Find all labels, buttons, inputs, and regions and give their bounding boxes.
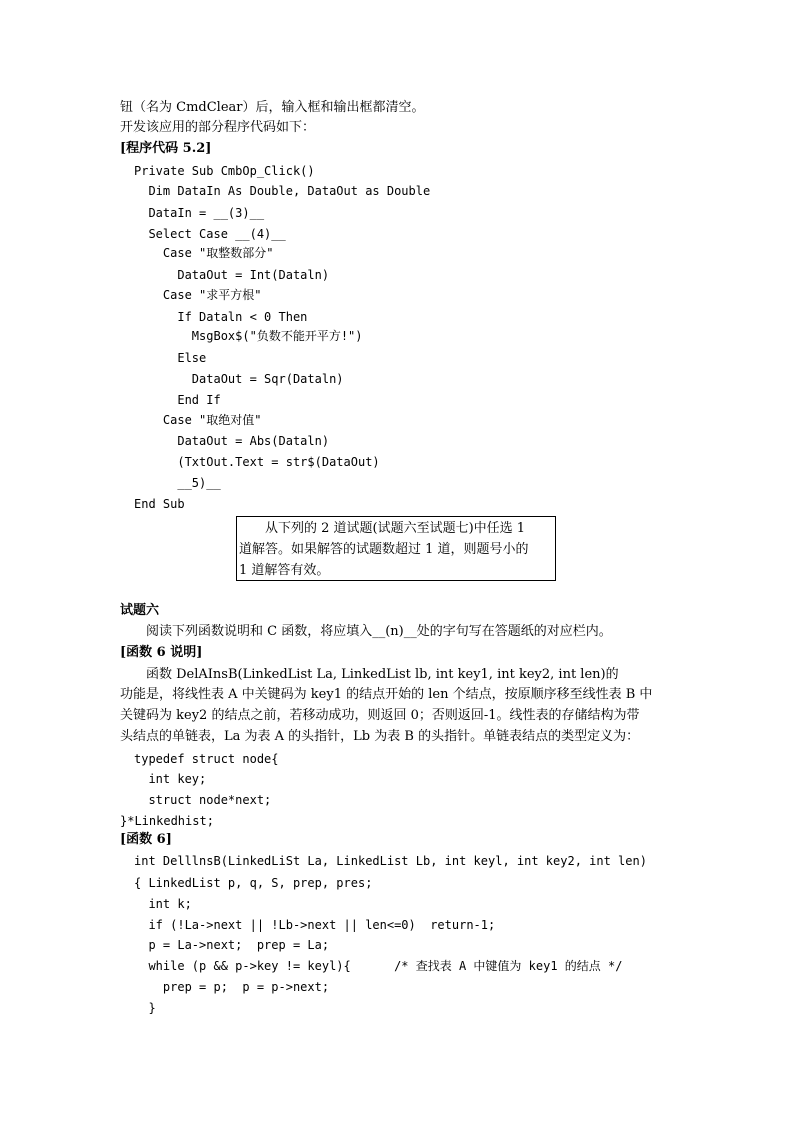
paragraph-text: 钮（名为 CmdClear）后，输入框和输出框都清空。 [120,100,425,115]
notice-text: 道解答。如果解答的试题数超过 1 道，则题号小的 [239,542,529,557]
section-heading: [程序代码 5.2] [120,141,212,156]
code-line: __5)__ [134,476,221,490]
code-line: DataIn = __(3)__ [134,206,265,220]
code-line: If Dataln < 0 Then [134,310,308,324]
code-line: Else [134,351,207,365]
code-line: typedef struct node{ [134,752,279,766]
code-line: Select Case __(4)__ [134,227,286,241]
code-line: } [134,1001,156,1015]
section-heading: 试题六 [120,603,160,618]
notice-text: 从下列的 2 道试题(试题六至试题七)中任选 1 [265,521,526,536]
paragraph-text: 函数 DelAInsB(LinkedList La, LinkedList lb, int key1, int key2, int len)的 [146,667,619,682]
code-line: Case "取绝对值" [134,413,262,427]
paragraph-text: 关键码为 key2 的结点之前，若移动成功，则返回 0；否则返回-1。线性表的存储结构为带 [120,708,640,723]
code-line: int key; [134,772,207,786]
code-line: Case "求平方根" [134,288,262,302]
code-line: MsgBox$("负数不能开平方!") [134,329,363,343]
paragraph-text: 阅读下列函数说明和 C 函数，将应填入__(n)__处的字句写在答题纸的对应栏内。 [146,624,612,639]
code-line: DataOut = Sqr(Dataln) [134,372,344,386]
code-line: DataOut = Abs(Dataln) [134,434,330,448]
code-line: Case "取整数部分" [134,246,274,260]
code-line: int k; [134,897,192,911]
code-line: End Sub [134,497,185,511]
code-line: while (p && p->key != keyl){ /* 查找表 A 中键值为 key1 的结点 */ [134,959,623,973]
code-line: prep = p; p = p->next; [134,980,330,994]
code-line: p = La->next; prep = La; [134,938,330,952]
notice-text: 1 道解答有效。 [239,563,330,578]
code-line: Dim DataIn As Double, DataOut as Double [134,184,431,198]
notice-box [236,516,556,581]
code-line: int DelllnsB(LinkedLiSt La, LinkedList Lb, int keyl, int key2, int len) [134,854,647,868]
code-line: }*Linkedhist; [120,814,214,828]
paragraph-text: 功能是，将线性表 A 中关键码为 key1 的结点开始的 len 个结点，按原顺序移至线性表 B 中 [120,687,653,702]
code-line: DataOut = Int(Dataln) [134,268,330,282]
paragraph-text: 头结点的单链表，La 为表 A 的头指针，Lb 为表 B 的头指针。单链表结点的类型定义为： [120,729,640,744]
code-line: Private Sub CmbOp_Click() [134,164,315,178]
code-line: (TxtOut.Text = str$(DataOut) [134,455,380,469]
code-line: { LinkedList p, q, S, prep, pres; [134,876,373,890]
section-heading: [函数 6] [120,832,172,847]
code-line: End If [134,393,221,407]
section-heading: [函数 6 说明] [120,645,203,660]
paragraph-text: 开发该应用的部分程序代码如下： [120,120,316,135]
code-line: if (!La->next || !Lb->next || len<=0) return-1; [134,918,496,932]
code-line: struct node*next; [134,793,272,807]
